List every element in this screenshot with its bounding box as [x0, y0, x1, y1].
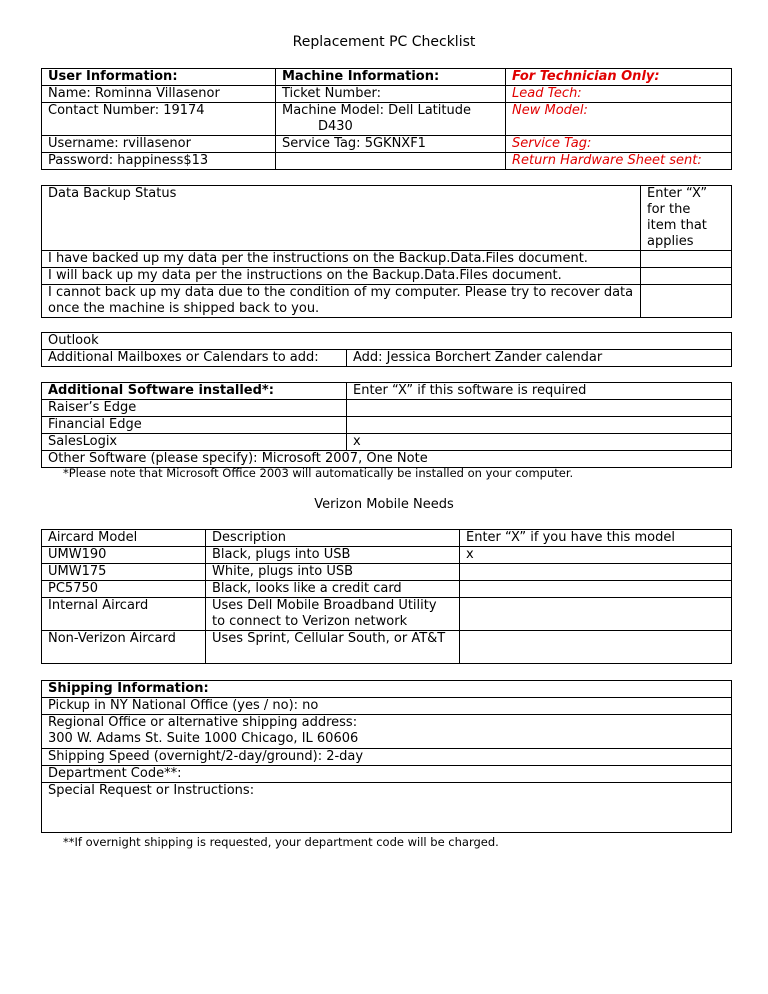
department-code: Department Code**: — [42, 766, 732, 783]
contact-number: Contact Number: 19174 — [42, 103, 276, 136]
software-name: Raiser’s Edge — [42, 400, 347, 417]
other-software: Other Software (please specify): Microsoft 2007, One Note — [42, 451, 732, 468]
verizon-table — [41, 529, 732, 664]
user-info-header: User Information: — [42, 69, 276, 86]
backup-enter-header: Enter “X” for the item that applies — [641, 186, 732, 251]
software-header: Additional Software installed*: — [42, 383, 347, 400]
aircard-model: UMW190 — [42, 547, 206, 564]
tech-service-tag: Service Tag: — [506, 136, 732, 153]
backup-mark[interactable] — [641, 285, 732, 318]
description-header: Description — [206, 530, 460, 547]
software-name: SalesLogix — [42, 434, 347, 451]
enter-x-header: Enter “X” if you have this model — [460, 530, 732, 547]
return-hardware-sheet: Return Hardware Sheet sent: — [506, 153, 732, 170]
software-enter-header: Enter “X” if this software is required — [347, 383, 732, 400]
verizon-title: Verizon Mobile Needs — [314, 497, 454, 512]
info-table — [41, 68, 732, 170]
machine-info-header: Machine Information: — [276, 69, 506, 86]
shipping-header: Shipping Information: — [42, 681, 732, 698]
software-mark[interactable]: x — [347, 434, 732, 451]
aircard-mark[interactable] — [460, 564, 732, 581]
shipping-table — [41, 680, 732, 833]
software-mark[interactable] — [347, 400, 732, 417]
backup-option: I will back up my data per the instructions on the Backup.Data.Files document. — [42, 268, 641, 285]
outlook-header: Outlook — [42, 333, 732, 350]
regional-address: Regional Office or alternative shipping address: 300 W. Adams St. Suite 1000 Chicago, IL 60606 — [42, 715, 732, 749]
mailboxes-value: Add: Jessica Borchert Zander calendar — [347, 350, 732, 367]
backup-option: I have backed up my data per the instructions on the Backup.Data.Files document. — [42, 251, 641, 268]
aircard-description: White, plugs into USB — [206, 564, 460, 581]
shipping-note: **If overnight shipping is requested, your department code will be charged. — [63, 835, 499, 849]
special-request: Special Request or Instructions: — [42, 783, 732, 833]
software-mark[interactable] — [347, 417, 732, 434]
aircard-mark[interactable] — [460, 631, 732, 664]
technician-header: For Technician Only: — [506, 69, 732, 86]
page-title: Replacement PC Checklist — [292, 34, 476, 50]
aircard-description: Uses Sprint, Cellular South, or AT&T — [206, 631, 460, 664]
backup-mark[interactable] — [641, 251, 732, 268]
password: Password: happiness$13 — [42, 153, 276, 170]
aircard-mark[interactable]: x — [460, 547, 732, 564]
machine-model: Machine Model: Dell Latitude D430 — [276, 103, 506, 136]
user-name: Name: Rominna Villasenor — [42, 86, 276, 103]
software-note: *Please note that Microsoft Office 2003 will automatically be installed on your computer. — [63, 466, 574, 480]
lead-tech: Lead Tech: — [506, 86, 732, 103]
shipping-speed: Shipping Speed (overnight/2-day/ground): 2-day — [42, 749, 732, 766]
software-name: Financial Edge — [42, 417, 347, 434]
new-model: New Model: — [506, 103, 732, 136]
service-tag: Service Tag: 5GKNXF1 — [276, 136, 506, 153]
backup-table — [41, 185, 732, 318]
outlook-table — [41, 332, 732, 367]
aircard-description: Black, plugs into USB — [206, 547, 460, 564]
pickup-option: Pickup in NY National Office (yes / no): no — [42, 698, 732, 715]
backup-option: I cannot back up my data due to the condition of my computer. Please try to recover data once the machine is shipped back to you. — [42, 285, 641, 318]
backup-mark[interactable] — [641, 268, 732, 285]
software-table — [41, 382, 732, 468]
aircard-mark[interactable] — [460, 598, 732, 631]
aircard-model: PC5750 — [42, 581, 206, 598]
aircard-model: Non-Verizon Aircard — [42, 631, 206, 664]
aircard-model-header: Aircard Model — [42, 530, 206, 547]
aircard-model: Internal Aircard — [42, 598, 206, 631]
ticket-number: Ticket Number: — [276, 86, 506, 103]
backup-header: Data Backup Status — [42, 186, 641, 251]
aircard-model: UMW175 — [42, 564, 206, 581]
username: Username: rvillasenor — [42, 136, 276, 153]
mailboxes-label: Additional Mailboxes or Calendars to add: — [42, 350, 347, 367]
aircard-description: Uses Dell Mobile Broadband Utility to connect to Verizon network — [206, 598, 460, 631]
aircard-mark[interactable] — [460, 581, 732, 598]
aircard-description: Black, looks like a credit card — [206, 581, 460, 598]
empty-cell — [276, 153, 506, 170]
